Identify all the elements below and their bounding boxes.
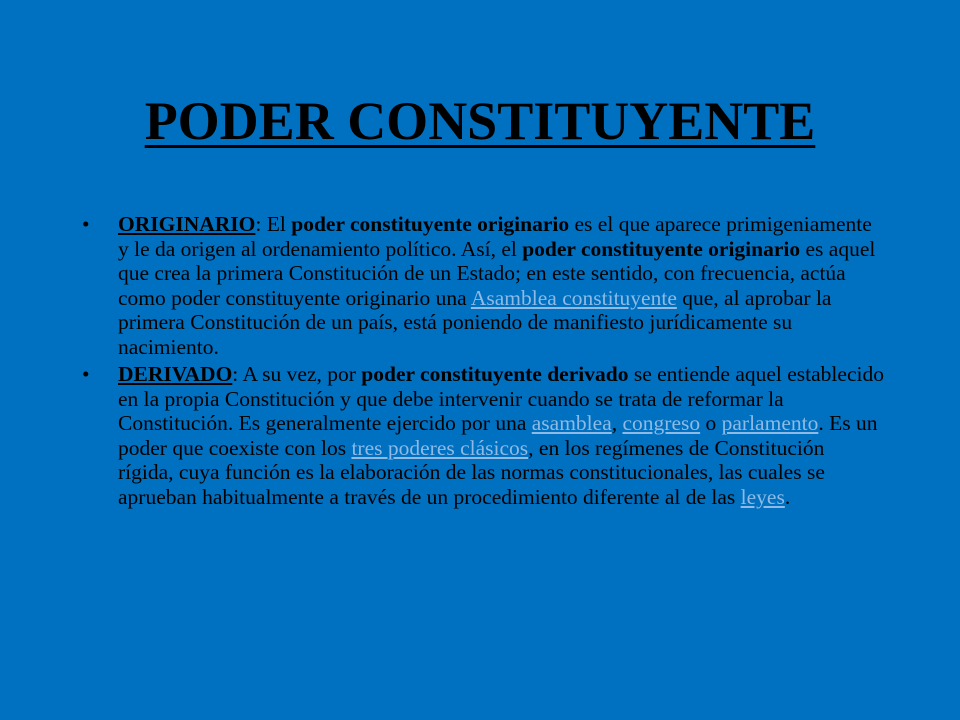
link-asamblea-constituyente[interactable]: Asamblea constituyente [470, 285, 677, 310]
text-segment: : A su vez, por [232, 362, 362, 386]
link-parlamento[interactable]: parlamento [721, 411, 819, 435]
text-segment: , en los regímenes de Constitución rígida, cuya función es la elaboración de las normas constitucionales, las cuales se aprueban habitualmente a través de un procedimiento diferente al de las [118, 435, 825, 509]
link-leyes[interactable]: leyes [740, 484, 785, 509]
bullet-item-derivado [82, 362, 884, 509]
text-segment: , [611, 411, 623, 435]
text-segment: o [700, 411, 722, 435]
text-segment: que, al aprobar la primera Constitución de un país, está poniendo de manifiesto jurídicamente su nacimiento. [118, 285, 832, 359]
text-segment: se entiende aquel establecido en la propia Constitución y que debe intervenir cuando se trata de reformar la Constitución. Es generalmente ejercido por una [118, 362, 884, 435]
link-tres-poderes-clasicos[interactable]: tres poderes clásicos [351, 435, 529, 460]
bold-phrase: poder constituyente originario [291, 212, 570, 236]
text-segment: . Es un poder que coexiste con los [118, 411, 878, 460]
bullet-icon: • [82, 362, 90, 386]
text-segment: . [784, 484, 791, 509]
bold-phrase: poder constituyente originario [522, 236, 801, 261]
bullet-icon: • [82, 212, 90, 236]
term-derivado: DERIVADO [118, 362, 233, 386]
slide-title: PODER CONSTITUYENTE [144, 91, 816, 151]
bold-phrase: poder constituyente derivado [361, 362, 629, 386]
bullet-item-originario [82, 212, 884, 359]
bullet-list [82, 212, 884, 512]
link-congreso[interactable]: congreso [622, 411, 701, 435]
term-originario: ORIGINARIO [118, 212, 256, 236]
text-segment: es el que aparece primigeniamente y le da origen al ordenamiento político. Así, el [118, 212, 872, 261]
link-asamblea[interactable]: asamblea [531, 411, 612, 435]
text-segment: es aquel que crea la primera Constitución de un Estado; en este sentido, con frecuencia, actúa como poder constituyente originario una [118, 236, 876, 310]
text-segment: : El [255, 212, 292, 236]
